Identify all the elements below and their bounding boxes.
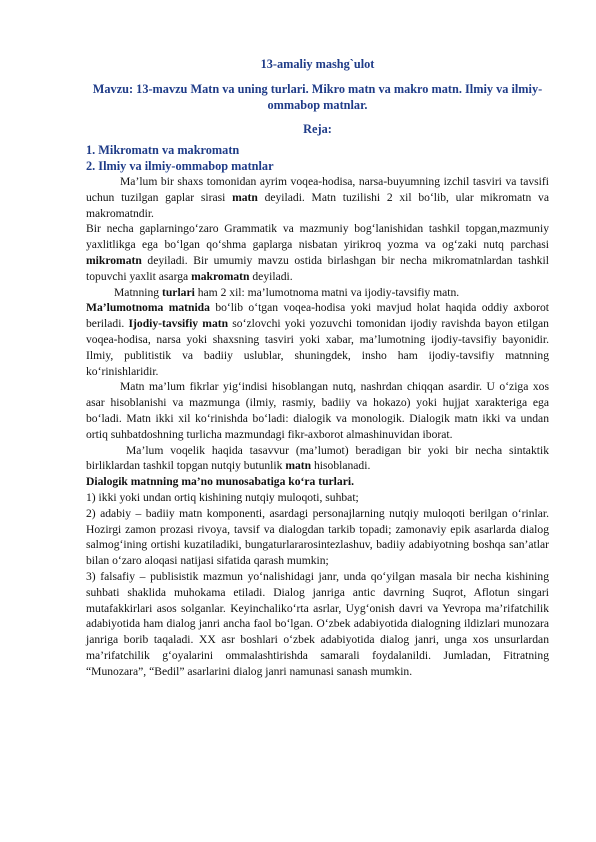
term-creative-text: Ijodiy-tavsifiy matn: [128, 317, 229, 331]
text-run: deyiladi. Bir umumiy mavzu ostida birlashgan bir necha mikromatnlardan tashkil topuvchi yaxlit asarga: [86, 253, 549, 283]
text-run: Matnning: [114, 285, 162, 299]
term-turlari: turlari: [161, 285, 195, 299]
text-run: deyiladi.: [249, 269, 293, 283]
text-run: ham 2 xil: ma’lumotnoma matni va ijodiy-tavsifiy matn.: [194, 285, 460, 299]
section-heading: Dialogik matnning ma’no munosabatiga ko‘ra turlari.: [86, 475, 354, 489]
text-run: deyiladi. Matn tuzilishi 2 xil bo‘lib, ular mikromatn va makromatndir.: [86, 190, 549, 220]
paragraph-unity: [86, 443, 549, 475]
term-mikromatn: mikromatn: [86, 253, 142, 267]
paragraph-micro-macro: [86, 221, 549, 284]
text-run: Ma’lum voqelik haqida tasavvur (ma’lumot) beradigan bir yoki bir necha sintaktik birliklardan tashkil topgan nutqiy butunlik: [86, 443, 549, 473]
paragraph-dialogic-monologic: Matn ma’lum fikrlar yig‘indisi hisoblangan nutq, nashrdan chiqqan asardir. U o‘ziga xos asar hisoblanishi va mazmunga (ilmiy, rasmiy, badiiy va hokazo) yoki hujjat xarakteriga ega bo‘ladi. Matn ikki xil ko‘rinishda bo‘ladi: dialogik va monologik. Dialogik matn ikki va undan ortiq suhbatdoshning turlicha mazmundagi fikr-axborot almashinuvidan iborat.: [86, 380, 549, 441]
plan-label: Reja:: [303, 122, 332, 136]
list-item: 1) ikki yoki undan ortiq kishining nutqiy muloqoti, suhbat;: [86, 490, 359, 504]
list-item: 3) falsafiy – publisistik mazmun yo‘nalishidagi janr, unda qo‘yilgan masala bir necha kishining suhbati shaklida muhokama etiladi. Dialog janriga antic davrning Suqrot, Aflotun singari mutafakkirlari asos solganlar. Keyinchaliko‘rta asrlar, Uyg‘onish davri va Yevropa ma’rifatchilik adabiyotida ham dialog janri ancha faol bo‘lgan. O‘zbek adabiyotida dialogning ildizlari munozara janriga borib taqaladi. XX asr boshlari o‘zbek adabiyotida dialog janri, unga xos unsurlardan ma’rifatchilik g‘oyalarini ommalashtirishda samarali foydalanildi. Jumladan, Fitratning “Munozara”, “Bedil” asarlarini dialog janri namunasi sanash mumkin.: [86, 569, 549, 678]
page-title: 13-amaliy mashg`ulot: [260, 57, 375, 71]
term-matn: matn: [232, 190, 258, 204]
plan-item: 2. Ilmiy va ilmiy-ommabop matnlar: [86, 159, 274, 173]
plan-item: 1. Mikromatn va makromatn: [86, 143, 240, 157]
list-item: 2) adabiy – badiiy matn komponenti, asardagi personajlarning nutqiy muloqoti berilgan o‘rinlar. Hozirgi zamon prozasi rivoya, tavsif va dialogdan tarkib topadi; zamonaviy epik asarlarda dialog salmog‘ining ortishi kuzatiladiki, bungaturlararosintezlashuv, badiiy adabiyotning boshqa san’atlar bilan o‘zaro aloqasi natijasi sifatida qarash mumkin;: [86, 506, 549, 568]
document-content: [86, 56, 549, 680]
text-run: bo‘lib o‘tgan voqea-hodisa yoki mavjud holat haqida oddiy axborot beriladi.: [86, 301, 549, 331]
paragraph-types: [86, 285, 549, 301]
text-run: Bir necha gaplarningo‘zaro Grammatik va mazmuniy bog‘lanishidan tashkil topgan,mazmuniy yaxlitlikga ega bo‘lgan qo‘shma gaplarga nisbatan yirikroq yozma va og‘zaki nutq parchasi: [86, 222, 549, 252]
text-run: hisoblanadi.: [311, 459, 371, 473]
text-run: so‘zlovchi yoki yozuvchi tomonidan ijodiy ravishda bayon etilgan voqea-hodisa, narsa yoki shaxsning tasviri yoki xabar, ma’lumotning ijodiy-tavsifiy bayonidir. Ilmiy, publitistik va badiiy uslublar, shuningdek, insho ham ijodiy-tavsifiy matnning ko‘rinishlaridir.: [86, 317, 549, 378]
term-matn: matn: [285, 459, 312, 473]
topic-subject: Mavzu: 13-mavzu Matn va uning turlari. Mikro matn va makro matn. Ilmiy va ilmiy-ommabop matnlar.: [92, 82, 543, 112]
text-run: Ma’lum bir shaxs tomonidan ayrim voqea-hodisa, narsa-buyumning izchil tasviri va tavsifi uchun tuzilgan gaplar sirasi: [86, 175, 549, 204]
paragraph-definition: [86, 174, 549, 221]
term-makromatn: makromatn: [191, 269, 250, 283]
term-reference-text: Ma’lumotnoma matnida: [86, 301, 210, 315]
paragraph-reference-text: [86, 300, 549, 379]
